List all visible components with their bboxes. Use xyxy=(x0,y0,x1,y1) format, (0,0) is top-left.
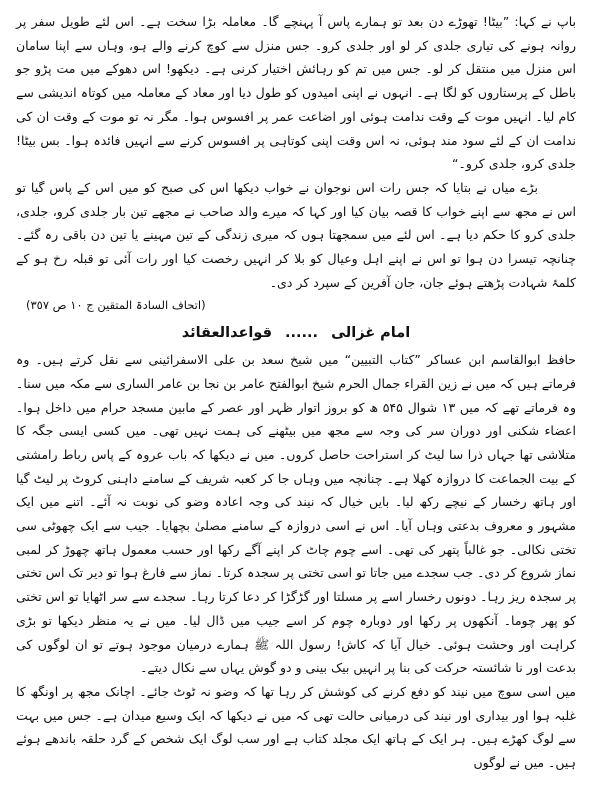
paragraph-ibn-asakir-narration: حافظ ابوالقاسم ابن عساکر ”کتاب التبیین“ میں شیخ سعد بن علی الاسفرائینی سے نقل کرتے ہیں۔ وہ فرماتے ہیں کہ میں نے زین القراء جمال الحرم شیخ ابوالفتح عامر بن نجا بن عامر الساری سے مکہ میں سنا۔ وہ فرماتے تھے کہ میں ۱۳ شوال ۵۴۵ ھ کو بروز اتوار ظہر اور عصر کے مابین مسجد حرام میں داخل ہوا۔ اعضاء شکنی اور دوران سر کی وجہ سے مجھ میں بیٹھنے کی ہمت نہیں تھی۔ میں کسی ایسی جگہ کا متلاشی تھا جہاں ذرا سا لیٹ کر استراحت حاصل کروں۔ میں نے دیکھا کہ باب عروہ کے پاس رباط رامشتی کے بیت الجماعت کا دروازہ کھلا ہے۔ چنانچہ میں وہاں جا کر کعبہ شریف کے سامنے داہنی کروٹ پر لیٹ گیا اور ہاتھ رخسار کے نیچے رکھ لیا۔ بایں خیال کہ نیند کی وجہ اعادہ وضو کی نوبت نہ آئے۔ اتنے میں ایک مشہور و معروف بدعتی وہاں آیا۔ اس نے اسی دروازہ کے سامنے مصلیٰ بچھایا۔ جیب سے ایک چھوٹی سی تختی نکالی۔ جو غالباً پتھر کی تھی۔ اسے چوم چاٹ کر اپنے آگے رکھا اور حسب معمول ہاتھ چھوڑ کر لمبی نماز شروع کر دی۔ جب سجدے میں جاتا تو اسی تختی پر سجدہ کرتا۔ نماز سے فارغ ہوا تو دیر تک اس تختی پر سجدہ ریز رہا۔ دونوں رخسار اسے پر مسلتا اور گڑگڑا کر دعا کرتا رہا۔ سجدے سے سر اٹھایا تو اس تختی کو پھر چوما۔ آنکھوں پر رکھا اور دوبارہ چوم کر اسے جیب میں ڈال لیا۔ میں نے یہ منظر دیکھا تو بڑی کراہت اور وحشت ہوئی۔ خیال آیا کہ کاش! رسول اللہ ﷺ ہمارے درمیان موجود ہوتے تو ان لوگوں کی بدعت اور نا شائستہ حرکت کی بنا پر انہیں بیک بینی و دو گوش یہاں سے نکال دیتے۔ xyxy=(16,352,576,676)
heading-title: قواعدالعقائد xyxy=(181,325,272,342)
section-heading xyxy=(16,318,576,348)
paragraph-father-speech: باپ نے کہا: ”بیٹا! تھوڑے دن بعد تو ہمارے پاس آ پہنچے گا۔ معاملہ بڑا سخت ہے۔ اس لئے طویل سفر پر روانہ ہونے کی تیاری جلدی کر لو اور جلدی کرو۔ جس منزل سے کوچ کرنے والے ہو، وہاں سے اپنا سامان اس منزل میں منتقل کر لو۔ جس میں تم کو رہائش اختیار کرنی ہے۔ دیکھو! اس دھوکے میں مت پڑو جو باطل کے پرستاروں کو لگا ہے۔ انہوں نے اپنی امیدوں کو طول دیا اور معاد کے معاملہ میں کوتاہ اندیشی سے کام لیا۔ انہیں موت کے وقت ندامت ہوئی اور اضاعت عمر پر افسوس ہوا۔ مگر نہ تو موت کے وقت ان کی ندامت ان کے لئے سود مند ہوئی، نہ اس وقت اپنی کوتاہی پر افسوس کرنے سے انہیں فائدہ ہوا۔ بس بیٹا! جلدی کرو، جلدی کرو۔“ xyxy=(16,14,576,172)
citation-reference: (اتحاف السادۃ المتقین ج ١٠ ص ٣٥٧) xyxy=(26,298,206,313)
heading-separator: ...... xyxy=(285,325,319,342)
paragraph-old-man-account: بڑے میاں نے بتایا کہ جس رات اس نوجوان نے خواب دیکھا اس کی صبح کو میں اس کے پاس گیا تو اس نے مجھ سے اپنے خواب کا قصہ بیان کیا اور کہا کہ میرے والد صاحب نے مجھے تین بار جلدی کرو، جلدی، جلدی کرو کا حکم دیا ہے۔ اس لئے میں سمجھتا ہوں کہ میری زندگی کے تین مہینے یا تین دن باقی رہ گئے۔ چنانچہ تیسرا دن ہوا تو اس نے اپنے اہل وعیال کو بلا کر انہیں رخصت کیا اور رات آئی تو قبلہ رخ ہو کے کلمۂ شہادت پڑھتے ہوئے جان، جان آفرین کے سپرد کر دی۔ xyxy=(16,179,576,290)
heading-author: امام غزالی xyxy=(331,325,411,342)
paragraph-dream-continuation: میں اسی سوچ میں نیند کو دفع کرنے کی کوشش کر رہا تھا کہ وضو نہ ٹوٹ جائے۔ اچانک مجھ پر اونگھ کا غلبہ ہوا اور بیداری اور نیند کی درمیانی حالت تھی کہ میں نے دیکھا کہ ایک وسیع میدان ہے۔ جس میں بہت سے لوگ کھڑے ہیں۔ ہر ایک کے ہاتھ ایک مجلد کتاب ہے اور سب لوگ ایک شخص کے گرد حلقہ باندھے ہوئے ہیں۔ میں نے لوگوں xyxy=(16,683,576,771)
